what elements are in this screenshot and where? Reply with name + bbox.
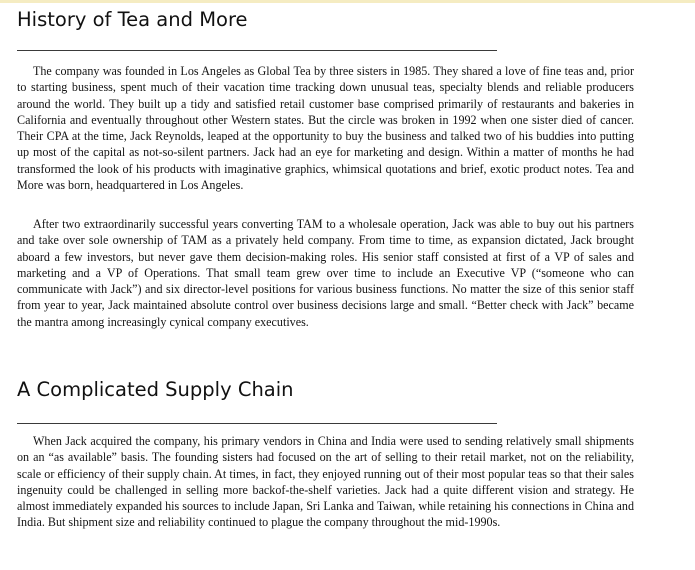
page-top-edge [0, 0, 695, 3]
history-paragraph-2: After two extraordinarily successful years converting TAM to a wholesale operation, Jack was able to buy out his partners and take over sole ownership of TAM as a privately held company. From time to time, as expansion dictated, Jack brought aboard a few investors, but never gave them decision-making roles. His senior staff consisted at first of a VP of sales and marketing and a VP of Operations. That small team grew over time to include an Executive VP (“someone who can communicate with Jack”) and six director-level positions for various business functions. No matter the size of this senior staff from year to year, Jack maintained absolute control over business decisions large and small. “Better check with Jack” became the mantra among increasingly cynical company executives. [17, 217, 634, 329]
section-heading-history: History of Tea and More [17, 8, 248, 31]
section-heading-supply-chain: A Complicated Supply Chain [17, 378, 294, 401]
supply-chain-paragraph-1: When Jack acquired the company, his primary vendors in China and India were used to sending relatively small shipments on an “as available” basis. The founding sisters had focused on the art of selling to their retail market, not on the reliability, scale or efficiency of their supply chain. At times, in fact, they enjoyed running out of their most popular teas so that their sales ingenuity could be challenged in selling more backof-the-shelf varieties. Jack had a quite different vision and strategy. He almost immediately expanded his sources to include Japan, Sri Lanka and Taiwan, while retaining his connections in China and India. But shipment size and reliability continued to plague the company throughout the mid-1990s. [17, 434, 634, 530]
history-paragraph-1: The company was founded in Los Angeles as Global Tea by three sisters in 1985. They shared a love of fine teas and, prior to starting business, spent much of their vacation time tracking down unusual teas, specialty blends and reliable producers around the world. They built up a tidy and satisfied retail customer base comprised primarily of restaurants and bakeries in California and eventually throughout other Western states. But the circle was broken in 1992 when one sister died of cancer. Their CPA at the time, Jack Reynolds, leaped at the opportunity to buy the business and talked two of his buddies into putting up most of the capital as not-so-silent partners. Jack had an eye for marketing and design. Within a matter of months he had transformed the look of his products with imaginative graphics, whimsical quotations and brief, exotic product notes. Tea and More was born, headquartered in Los Angeles. [17, 64, 634, 193]
heading-underline-rule [17, 423, 497, 424]
heading-underline-rule [17, 50, 497, 51]
